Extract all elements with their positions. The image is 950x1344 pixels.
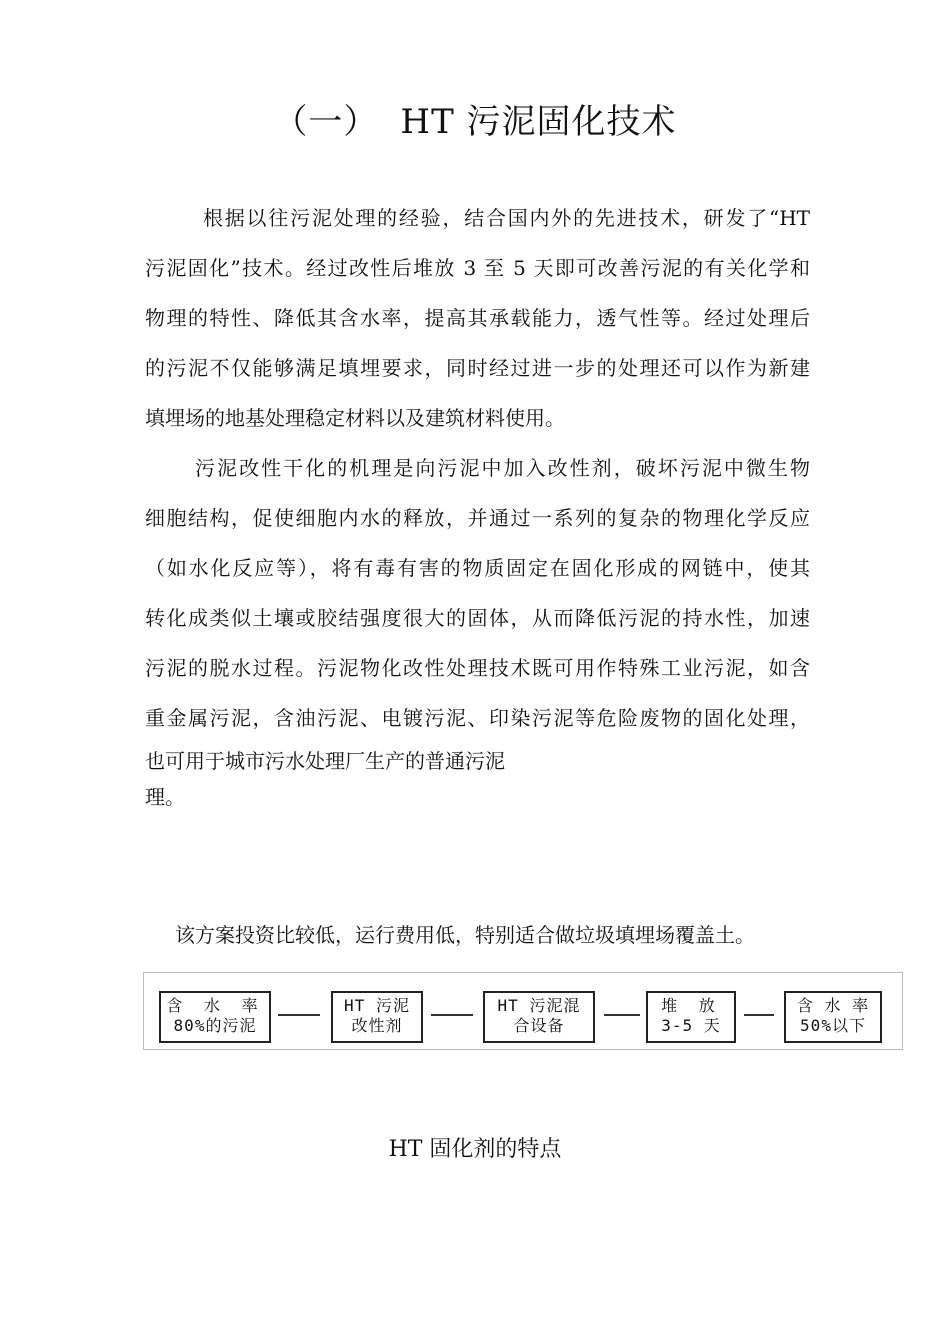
paragraph1-line-2: 污泥固化”技术。经过改性后堆放 3 至 5 天即可改善污泥的有关化学和 <box>145 256 810 280</box>
flow-step-sublabel: 合设备 <box>513 1016 565 1035</box>
paragraph2-line-6: 重金属污泥，含油污泥、电镀污泥、印染污泥等危险废物的固化处理， <box>145 706 810 730</box>
paragraph2-line-7: 也可用于城市污水处理厂生产的普通污泥 <box>145 749 505 773</box>
flow-step-sublabel: 3-5 天 <box>661 1016 721 1035</box>
flow-step-label: HT 污泥 <box>344 996 410 1015</box>
flow-step-stacking <box>646 991 736 1043</box>
summary-sentence: 该方案投资比较低，运行费用低，特别适合做垃圾填埋场覆盖土。 <box>175 923 755 947</box>
section-subheading: HT 固化剂的特点 <box>388 1137 562 1162</box>
paragraph1-line-3: 物理的特性、降低其含水率，提高其承载能力，透气性等。经过处理后 <box>145 306 810 330</box>
flow-step-label: 含 水 率 <box>166 996 264 1015</box>
paragraph2-line-4: 转化成类似土壤或胶结强度很大的固体，从而降低污泥的持水性，加速 <box>145 606 810 630</box>
flow-step-sublabel: 80%的污泥 <box>173 1016 257 1035</box>
title-text: HT 污泥固化技术 <box>400 102 677 142</box>
flow-step-label: 含 水 率 <box>796 996 870 1015</box>
flow-step-sublabel: 50%以下 <box>800 1016 866 1035</box>
flow-connector <box>431 1014 473 1016</box>
paragraph1-line-4: 的污泥不仅能够满足填埋要求，同时经过进一步的处理还可以作为新建 <box>145 356 810 380</box>
paragraph2-line-2: 细胞结构，促使细胞内水的释放，并通过一系列的复杂的物理化学反应 <box>145 506 810 530</box>
flow-step-sublabel: 改性剂 <box>351 1016 403 1035</box>
flow-step-label: 堆 放 <box>661 996 721 1015</box>
flow-step-sludge-80 <box>159 991 271 1043</box>
paragraph2-line-8: 理。 <box>145 785 185 809</box>
flow-step-label: HT 污泥混 <box>497 996 581 1015</box>
paragraph1-line-5: 填埋场的地基处理稳定材料以及建筑材料使用。 <box>145 406 565 430</box>
flow-step-sludge-50 <box>784 991 882 1043</box>
process-flow-diagram <box>143 972 903 1050</box>
flow-connector <box>278 1014 320 1016</box>
body-text <box>145 193 810 815</box>
flow-connector <box>604 1014 640 1016</box>
paragraph2-line-3: （如水化反应等），将有毒有害的物质固定在固化形成的网链中，使其 <box>145 556 810 580</box>
paragraph1-line-1: 根据以往污泥处理的经验，结合国内外的先进技术，研发了“HT <box>203 206 810 230</box>
flow-step-mixer <box>483 991 595 1043</box>
document-title <box>0 98 950 146</box>
title-section-number: （一） <box>273 102 379 142</box>
flow-connector <box>744 1014 774 1016</box>
paragraph2-line-1: 污泥改性干化的机理是向污泥中加入改性剂，破坏污泥中微生物 <box>195 456 810 480</box>
paragraph2-line-5: 污泥的脱水过程。污泥物化改性处理技术既可用作特殊工业污泥，如含 <box>145 656 810 680</box>
flow-step-modifier <box>331 991 423 1043</box>
